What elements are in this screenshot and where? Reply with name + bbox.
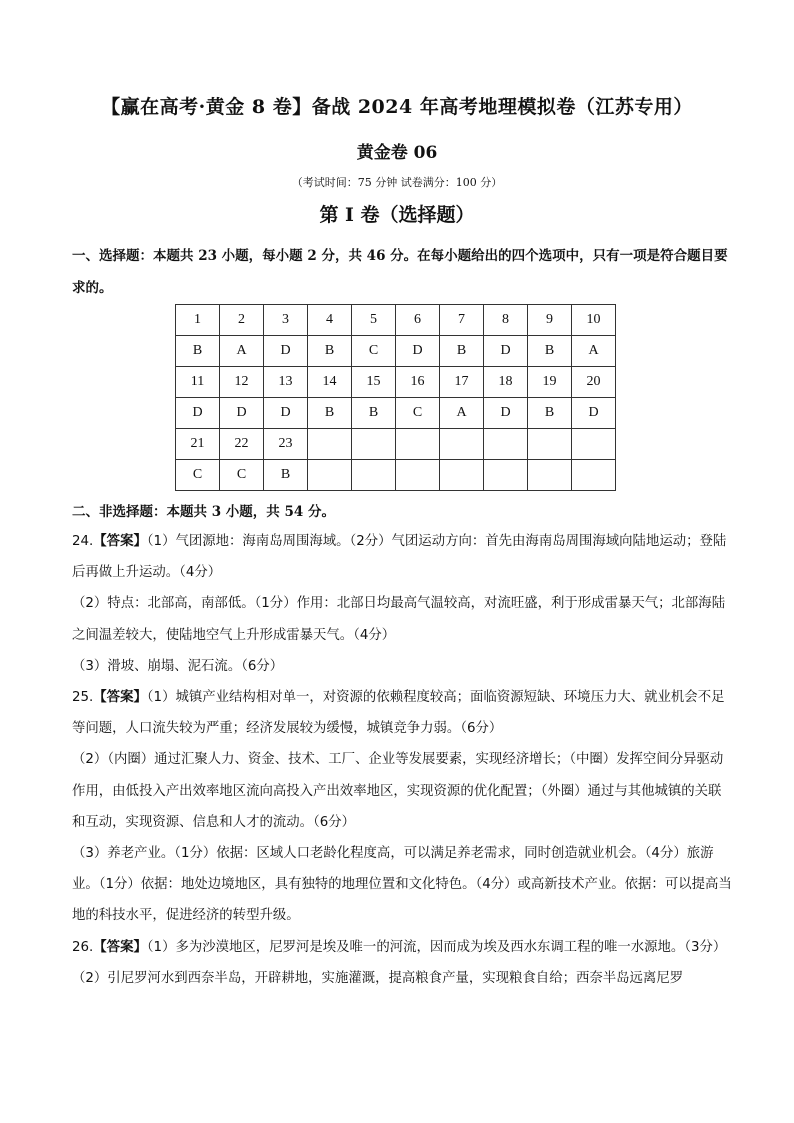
question-number-cell: 3 [264,305,308,336]
answer-cell: D [264,398,308,429]
answer-cell [352,460,396,491]
question-number-cell: 15 [352,367,396,398]
question-number-cell [528,429,572,460]
answer-cell: B [308,398,352,429]
answer-cell: C [176,460,220,491]
answer-cell: A [572,336,616,367]
question-number-cell: 20 [572,367,616,398]
answer-cell: B [264,460,308,491]
answer-cell: C [352,336,396,367]
answer-cell [572,460,616,491]
exam-info: （考试时间：75 分钟 试卷满分：100 分） [291,176,503,189]
answer-cell: D [484,336,528,367]
table-row [176,336,616,367]
q25-number: 25. [72,690,94,706]
question-number-cell [484,429,528,460]
answer-cell: D [220,398,264,429]
question-number-cell [440,429,484,460]
q24-part1-text: （1）气团源地：海南岛周围海域。（2分）气团运动方向：首先由海南岛周围海域向陆地运动；登陆后再做上升运动。（4分） [72,534,727,581]
answer-cell [484,460,528,491]
question-number-cell: 8 [484,305,528,336]
answer-cell: D [396,336,440,367]
question-number-cell: 16 [396,367,440,398]
question-number-cell: 1 [176,305,220,336]
question-number-cell [396,429,440,460]
answer-cell: B [528,398,572,429]
q25-answer-tag: 【答案】 [93,690,147,706]
q24-part1 [72,526,732,588]
answer-table [175,304,616,491]
question-number-cell: 5 [352,305,396,336]
answer-cell: C [220,460,264,491]
answers-body [72,526,732,994]
answer-cell [528,460,572,491]
answer-cell: D [572,398,616,429]
q25-part2: （2）（内圈）通过汇聚人力、资金、技术、工厂、企业等发展要素，实现经济增长；（中圈）发挥空间分异驱动作用，由低投入产出效率地区流向高投入产出效率地区，实现资源的优化配置；（外圈）通过与其他城镇的关联和互动，实现资源、信息和人才的流动。（6分） [72,752,724,830]
question-number-cell: 10 [572,305,616,336]
question-number-cell: 23 [264,429,308,460]
q25-part1-text: （1）城镇产业结构相对单一，对资源的依赖程度较高；面临资源短缺、环境压力大、就业机会不足等问题，人口流失较为严重；经济发展较为缓慢，城镇竞争力弱。（6分） [72,690,725,737]
q26-part2: （2）引尼罗河水到西奈半岛，开辟耕地，实施灌溉，提高粮食产量，实现粮食自给；西奈半岛远离尼罗 [72,970,684,986]
question-number-cell [308,429,352,460]
answer-cell: D [264,336,308,367]
part-title: 第 I 卷（选择题） [319,204,475,226]
q26-part1 [72,932,732,963]
question-number-cell: 14 [308,367,352,398]
question-number-cell: 7 [440,305,484,336]
question-number-cell: 12 [220,367,264,398]
q26-part1-text: （1）多为沙漠地区，尼罗河是埃及唯一的河流，因而成为埃及西水东调工程的唯一水源地。（3分） [146,939,727,955]
answer-cell: B [176,336,220,367]
q26-number: 26. [72,939,94,955]
answer-cell: A [220,336,264,367]
q25-part3: （3）养老产业。（1分）依据：区域人口老龄化程度高，可以满足养老需求，同时创造就业机会。（4分）旅游业。（1分）依据：地处边境地区，具有独特的地理位置和文化特色。（4分）或高新技术产业。依据：可以提高当地的科技水平，促进经济的转型升级。 [72,846,732,924]
answer-cell: B [352,398,396,429]
question-number-cell: 13 [264,367,308,398]
question-number-cell: 17 [440,367,484,398]
answer-cell: D [176,398,220,429]
question-number-cell: 21 [176,429,220,460]
question-number-cell: 18 [484,367,528,398]
table-row [176,367,616,398]
question-number-cell: 9 [528,305,572,336]
q24-part3: （3）滑坡、崩塌、泥石流。（6分） [72,658,284,674]
question-number-cell: 4 [308,305,352,336]
answer-cell: B [528,336,572,367]
question-number-cell: 22 [220,429,264,460]
table-row [176,398,616,429]
document-title: 【赢在高考·黄金 8 卷】备战 2024 年高考地理模拟卷（江苏专用） [101,96,693,118]
table-row [176,429,616,460]
answer-cell: C [396,398,440,429]
question-number-cell: 11 [176,367,220,398]
q24-answer-tag: 【答案】 [93,534,147,549]
q26-answer-tag: 【答案】 [93,939,147,955]
question-number-cell [572,429,616,460]
q25-part1 [72,682,732,744]
answer-cell: B [440,336,484,367]
question-number-cell: 6 [396,305,440,336]
section2-heading: 二、非选择题：本题共 3 小题，共 54 分。 [72,504,335,520]
answer-cell: B [308,336,352,367]
answer-cell: A [440,398,484,429]
answer-cell: D [484,398,528,429]
answer-cell [396,460,440,491]
section1-heading: 一、选择题：本题共 23 小题，每小题 2 分，共 46 分。在每小题给出的四个选项中，只有一项是符合题目要求的。 [72,248,728,296]
question-number-cell: 19 [528,367,572,398]
answer-cell [308,460,352,491]
table-row [176,305,616,336]
document-subtitle: 黄金卷 06 [356,143,438,163]
question-number-cell [352,429,396,460]
answer-cell [440,460,484,491]
question-number-cell: 2 [220,305,264,336]
table-row [176,460,616,491]
q24-part2: （2）特点：北部高，南部低。（1分）作用：北部日均最高气温较高，对流旺盛，利于形成雷暴天气；北部海陆之间温差较大，使陆地空气上升形成雷暴天气。（4分） [72,596,726,643]
q24-number: 24. [72,534,94,549]
